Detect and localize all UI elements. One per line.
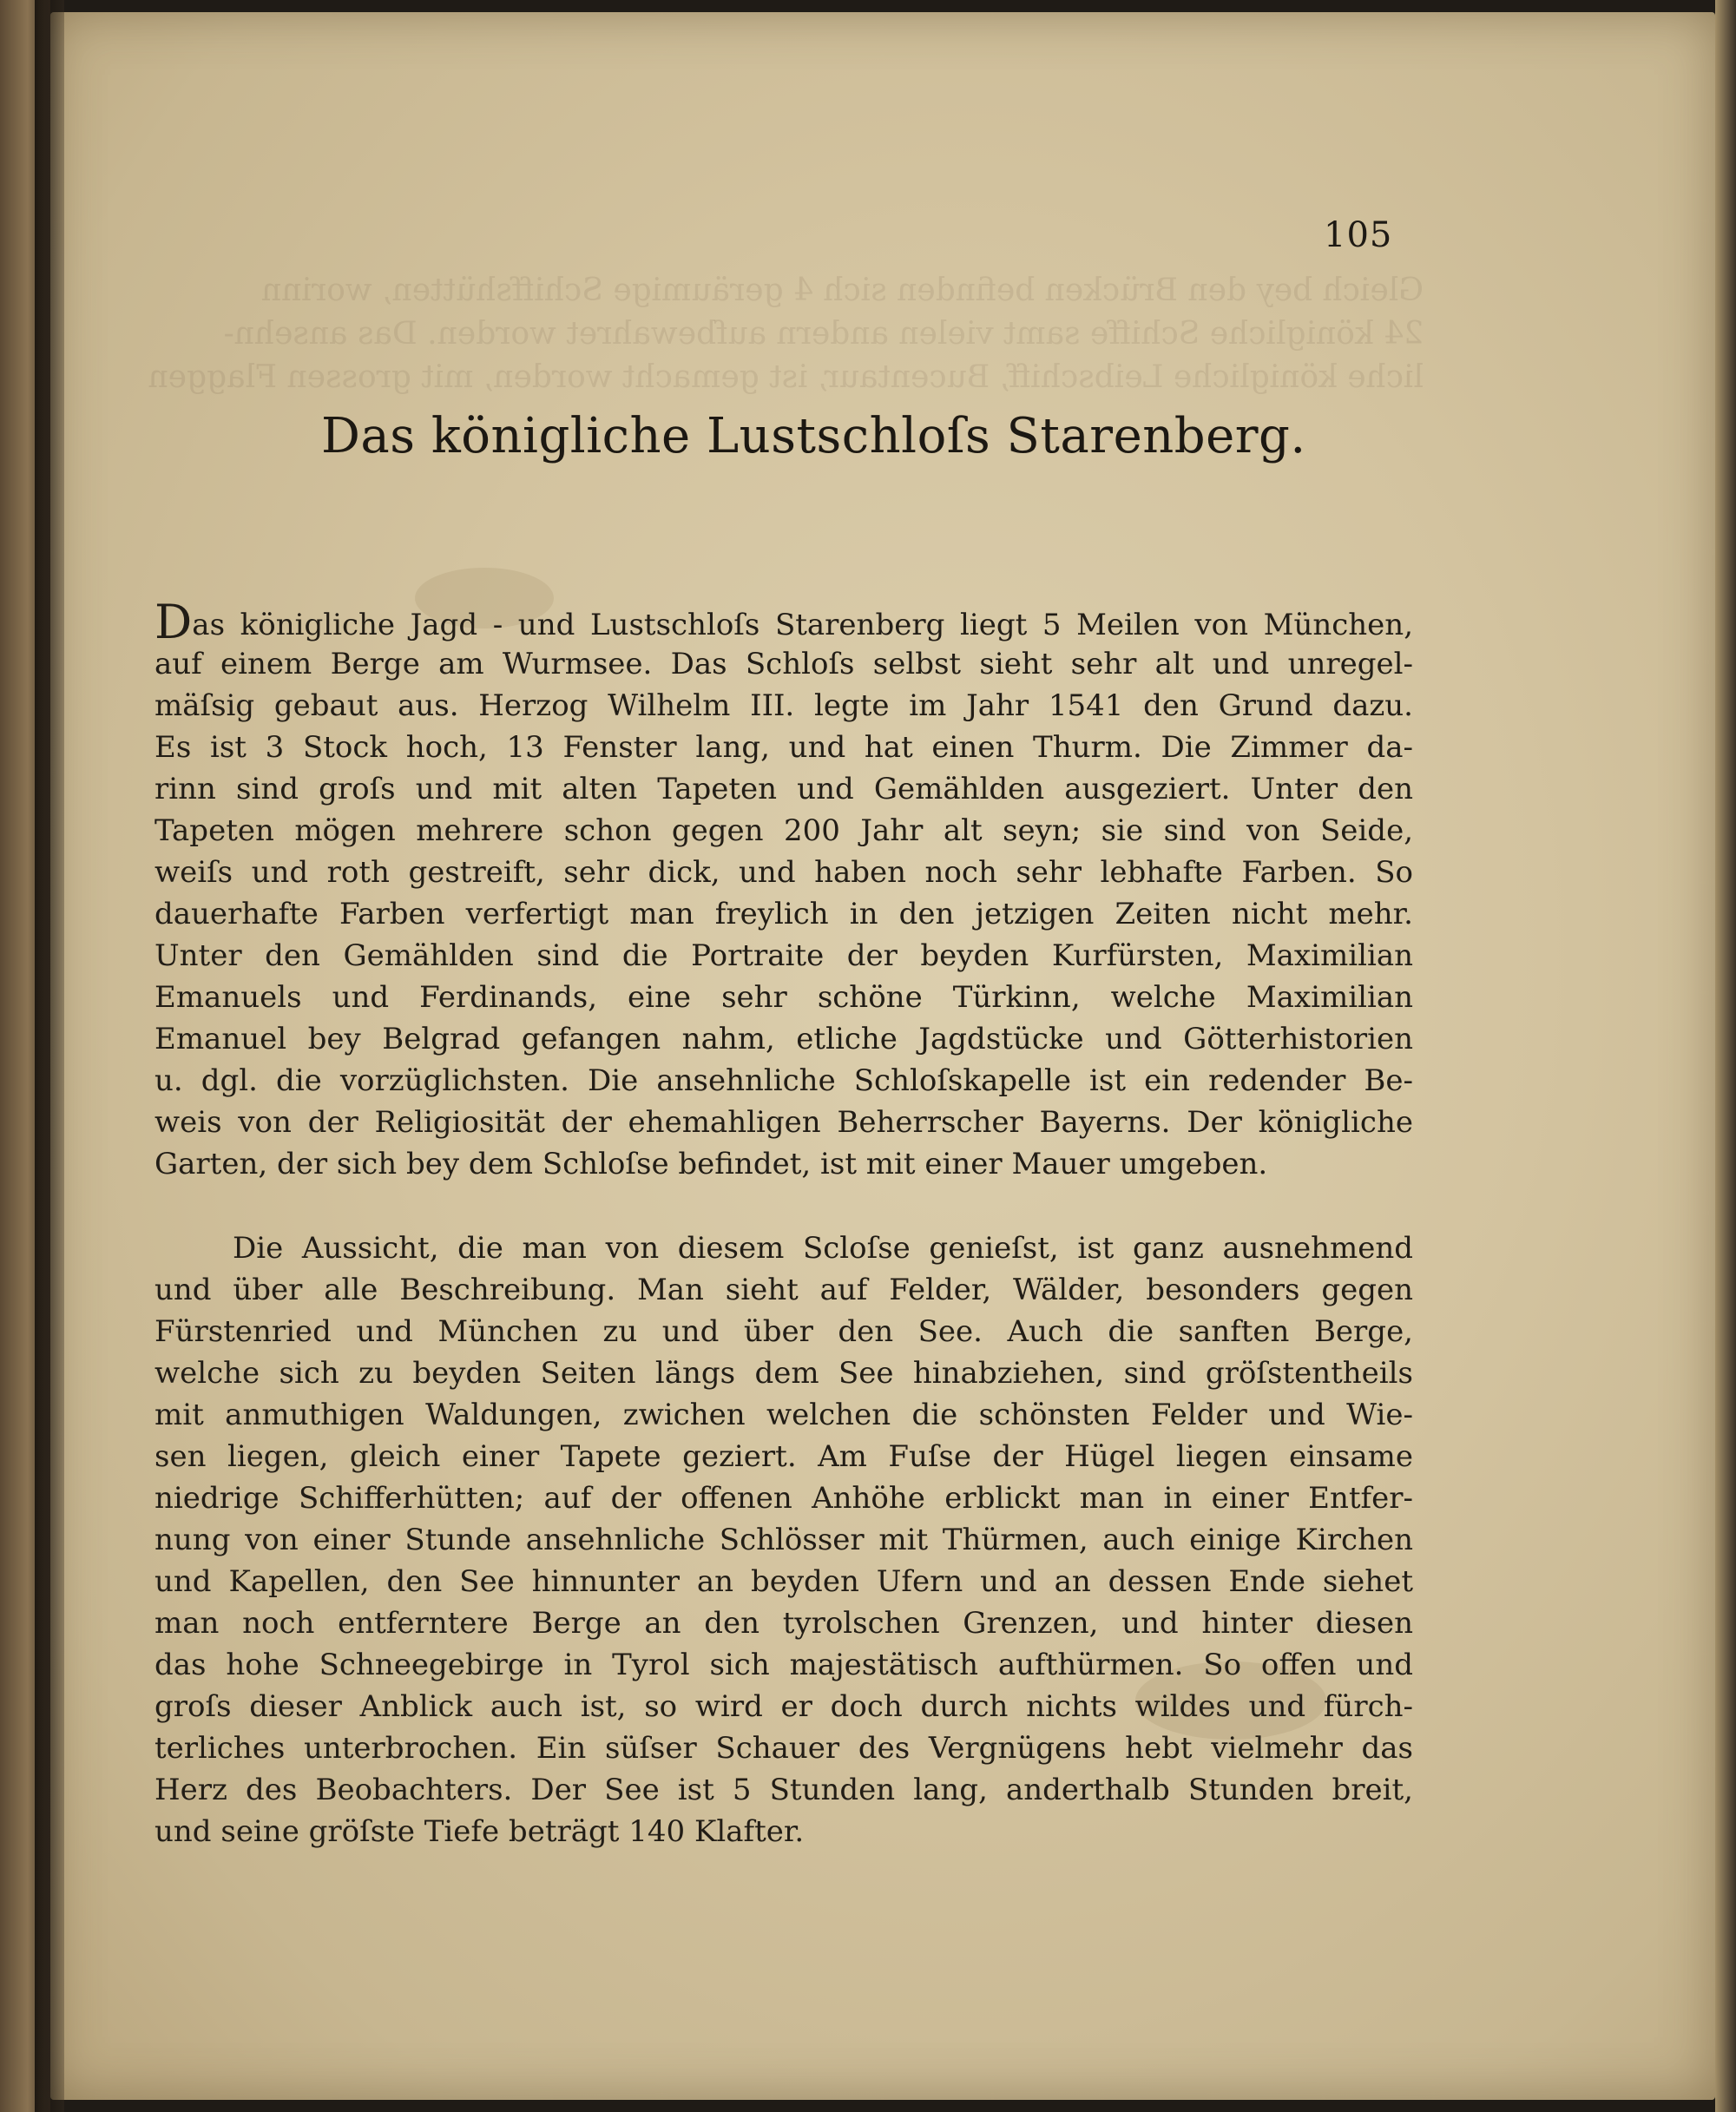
text-line: mit anmuthigen Waldungen, zwichen welchen die schönsten Felder und Wie- [155,1398,1413,1432]
text-line: Garten, der sich bey dem Schloſse befindet, ist mit einer Mauer umgeben. [155,1147,1268,1181]
text-line: und Kapellen, den See hinnunter an beyden Ufern und an dessen Ende siehet [155,1564,1413,1599]
text-line: sen liegen, gleich einer Tapete geziert. Am Fuſse der Hügel liegen einsame [155,1439,1413,1474]
text-line: terliches unterbrochen. Ein süſser Schauer des Vergnügens hebt vielmehr das [155,1731,1413,1766]
text-line: und über alle Beschreibung. Man sieht auf Felder, Wälder, besonders gegen [155,1273,1413,1307]
text-line: nung von einer Stunde ansehnliche Schlösser mit Thürmen, auch einige Kirchen [155,1523,1413,1557]
text-line: weiſs und roth gestreift, sehr dick, und haben noch sehr lebhafte Farben. So [155,855,1413,890]
right-page-edge [1715,0,1736,2112]
text-line: mäſsig gebaut aus. Herzog Wilhelm III. legte im Jahr 1541 den Grund dazu. [155,688,1413,723]
text-line: weis von der Religiosität der ehemahligen Beherrscher Bayerns. Der königliche [155,1105,1413,1140]
page-number: 105 [1324,215,1393,255]
text-line: Herz des Beobachters. Der See ist 5 Stunden lang, anderthalb Stunden breit, [155,1773,1413,1807]
text-line: niedrige Schifferhütten; auf der offenen Anhöhe erblickt man in einer Entfer- [155,1481,1413,1516]
first-line-text: as königliche Jagd - und Lustschloſs Starenberg liegt 5 Meilen von München, [192,608,1413,642]
text-line: Fürstenried und München zu und über den See. Auch die sanften Berge, [155,1314,1413,1349]
text-line: rinn sind groſs und mit alten Tapeten und Gemählden ausgeziert. Unter den [155,772,1413,806]
text-line [155,595,1413,649]
page-title: Das königliche Lustschloſs Starenberg. [321,408,1306,464]
drop-cap: D [155,595,193,649]
text-line: das hohe Schneegebirge in Tyrol sich majestätisch aufthürmen. So offen und [155,1648,1413,1682]
paragraph-2 [155,1227,1413,1852]
text-line: welche sich zu beyden Seiten längs dem See hinabziehen, sind gröſstentheils [155,1356,1413,1391]
text-line: Es ist 3 Stock hoch, 13 Fenster lang, und hat einen Thurm. Die Zimmer da- [155,730,1413,765]
book-gutter [35,0,64,2112]
text-line: Unter den Gemählden sind die Portraite der beyden Kurfürsten, Maximilian [155,938,1413,973]
text-line: und seine gröſste Tiefe beträgt 140 Klafter. [155,1814,805,1849]
text-line: Emanuel bey Belgrad gefangen nahm, etliche Jagdstücke und Götterhistorien [155,1022,1413,1056]
text-line: man noch entferntere Berge an den tyrolschen Grenzen, und hinter diesen [155,1606,1413,1641]
text-line: auf einem Berge am Wurmsee. Das Schloſs selbst sieht sehr alt und unregel- [155,647,1413,681]
text-line: Tapeten mögen mehrere schon gegen 200 Jahr alt seyn; sie sind von Seide, [155,813,1413,848]
text-line: dauerhafte Farben verfertigt man freylich in den jetzigen Zeiten nicht mehr. [155,897,1413,931]
text-line: Emanuels und Ferdinands, eine sehr schöne Türkinn, welche Maximilian [155,980,1413,1015]
paragraph-1 [155,595,1413,1185]
text-line: u. dgl. die vorzüglichsten. Die ansehnliche Schloſskapelle ist ein redender Be- [155,1063,1413,1098]
text-line: Die Aussicht, die man von diesem Scloſse genieſst, ist ganz ausnehmend [233,1231,1413,1266]
text-line: groſs dieser Anblick auch ist, so wird er doch durch nichts wildes und fürch- [155,1689,1413,1724]
